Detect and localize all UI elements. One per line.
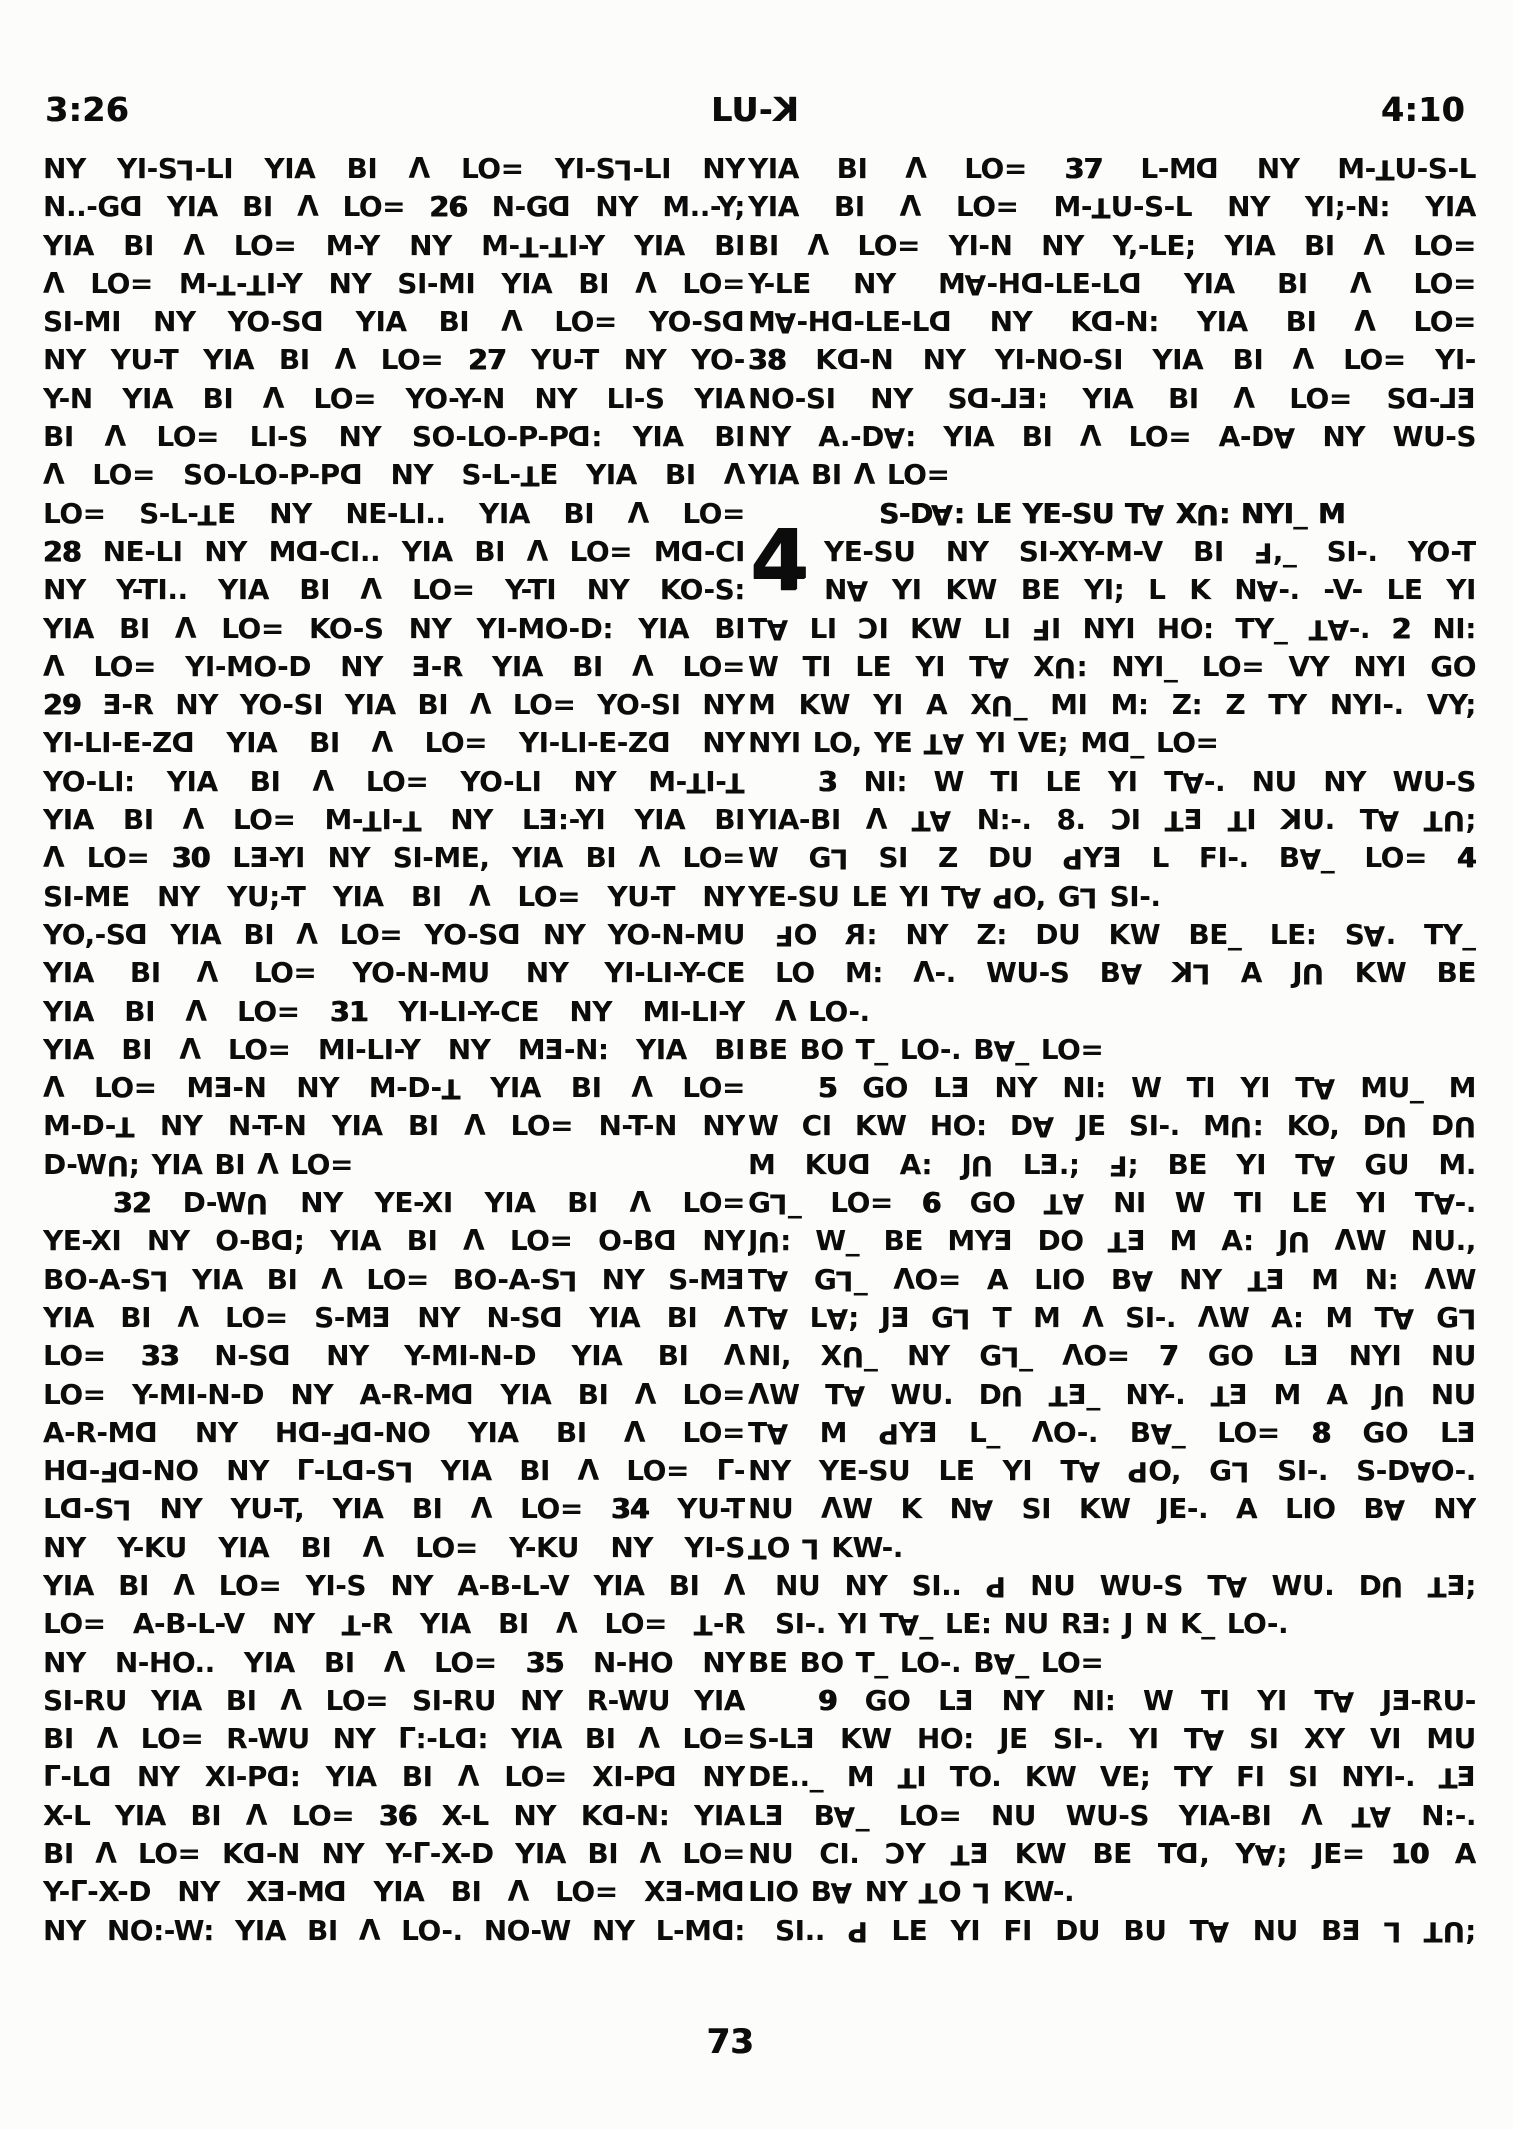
verse-number: 5 <box>818 1071 837 1105</box>
text-line: BE BO T_ LO-. BA_ LO= <box>748 1645 1104 1680</box>
verse-number: 6 <box>921 1186 941 1220</box>
text-line: SI-. YI TA_ LE: NU RE: J N K_ LO-. <box>775 1607 1289 1642</box>
text-line: YIA BI Λ LO= M-TU-S-L NY YI;-N: YIA <box>748 190 1476 225</box>
verse-number: 28 <box>43 534 81 568</box>
verse-number: 10 <box>1390 1837 1429 1871</box>
text-line: LD-SL NY YU-T, YIA BI Λ LO= 34 YU-T <box>43 1492 745 1527</box>
text-line: NYI LO, YE TA YI VE; MD_ LO= <box>748 726 1219 761</box>
verse-number: 27 <box>468 343 507 377</box>
verse-number: 36 <box>378 1798 417 1832</box>
text-line: NY Y-KU YIA BI Λ LO= Y-KU NY YI-S <box>43 1530 745 1564</box>
text-line: NO-SI NY SD-LE: YIA BI Λ LO= SD-LE <box>748 381 1476 415</box>
text-line: TA M PYE L_ ΛO-. BA_ LO= 8 GO LE <box>748 1415 1476 1451</box>
verse-number: 7 <box>1159 1339 1179 1373</box>
text-line: 32 D-WU NY YE-XI YIA BI Λ LO= <box>113 1186 745 1221</box>
text-line: LO= Y-MI-N-D NY A-R-MD YIA BI Λ LO= <box>43 1377 745 1411</box>
text-line: NY YE-SU LE YI TA PO, GL SI-. S-DAO-. <box>748 1454 1476 1489</box>
verse-number: 4 <box>1457 841 1476 875</box>
text-line: YI-LI-E-ZD YIA BI Λ LO= YI-LI-E-ZD NY <box>43 726 745 760</box>
text-line: NY N-HO.. YIA BI Λ LO= 35 N-HO NY <box>43 1644 745 1682</box>
verse-number: 30 <box>171 841 210 875</box>
text-line: S-LE KW HO: JE SI-. YI TA SI XY VI MU <box>748 1722 1476 1757</box>
text-line: YIA BI Λ LO= MI-LI-Y NY ME-N: YIA BI <box>43 1032 745 1066</box>
text-line: LO= A-B-L-V NY T-R YIA BI Λ LO= T-R <box>43 1607 745 1642</box>
text-line: SI-RU YIA BI Λ LO= SI-RU NY R-WU YIA <box>43 1683 745 1717</box>
text-line: Λ LO= SO-LO-P-PD NY S-L-TE YIA BI Λ <box>43 458 745 493</box>
text-line: YE-XI NY O-BD; YIA BI Λ LO= O-BD NY <box>43 1224 745 1258</box>
text-line: NY Y-TI.. YIA BI Λ LO= Y-TI NY KO-S: <box>43 573 745 607</box>
text-line: NU CI. CY TE KW BE TD, YA; JE= 10 A <box>748 1837 1476 1872</box>
text-line: ΛW TA WU. DU TE_ NY-. TE M A JU NU <box>748 1377 1476 1412</box>
text-line: N..-GD YIA BI Λ LO= 26 N-GD NY M..-Y; <box>43 188 745 226</box>
text-line: YIA BI Λ LO= YO-N-MU NY YI-LI-Y-CE <box>43 956 745 990</box>
text-line: Λ LO= ME-N NY M-D-T YIA BI Λ LO= <box>43 1071 745 1106</box>
left-text-column <box>43 150 745 1950</box>
verse-number: 38 <box>748 343 786 377</box>
text-line: LE BA_ LO= NU WU-S YIA-BI Λ TA N:-. <box>748 1798 1476 1834</box>
verse-number: 33 <box>140 1339 179 1373</box>
text-line: BI Λ LO= KD-N NY Y-Γ-X-D YIA BI Λ LO= <box>43 1837 745 1871</box>
verse-number: 34 <box>611 1492 650 1526</box>
chapter-number-dropcap: 4 <box>750 511 809 609</box>
text-line: 3 NI: W TI LE YI TA-. NU NY WU-S <box>818 764 1476 800</box>
text-line: HD-FD-NO NY Γ-LD-SL YIA BI Λ LO= Γ- <box>43 1454 745 1489</box>
text-line: YE-SU NY SI-XY-M-V BI F,_ SI-. YO-T <box>824 534 1476 570</box>
text-line: X-L YIA BI Λ LO= 36 X-L NY KD-N: YIA <box>43 1797 745 1835</box>
text-line: D-WU; YIA BI Λ LO= <box>43 1147 353 1183</box>
text-line: BI Λ LO= LI-S NY SO-LO-P-PD: YIA BI <box>43 420 745 454</box>
running-header <box>45 90 1465 129</box>
right-column-lines <box>748 150 1476 1950</box>
text-line: YIA BI Λ LO= 31 YI-LI-Y-CE NY MI-LI-Y <box>43 993 745 1031</box>
text-line: NU ΛW K NA SI KW JE-. A LIO BA NY <box>748 1492 1476 1527</box>
text-line: M KUD A: JU LE.; F; BE YI TA GU M. <box>748 1147 1476 1183</box>
text-line: SI.. P LE YI FI DU BU TA NU BE L TU; <box>775 1913 1476 1948</box>
text-line: YIA BI Λ LO= M-TI-T NY LE:-YI YIA BI <box>43 803 745 838</box>
text-line: BE BO T_ LO-. BA_ LO= <box>748 1032 1104 1068</box>
verse-number: 37 <box>1064 152 1103 185</box>
page-number: 73 <box>706 2022 754 2062</box>
text-line: YIA BI Λ LO= S-ME NY N-SD YIA BI Λ <box>43 1300 745 1334</box>
text-line: Γ-LD NY XI-PD: YIA BI Λ LO= XI-PD NY <box>43 1760 745 1794</box>
text-line: SI-MI NY YO-SD YIA BI Λ LO= YO-SD <box>43 305 745 339</box>
text-line: 38 KD-N NY YI-NO-SI YIA BI Λ LO= YI- <box>748 341 1476 379</box>
text-line: JU: W_ BE MYE DO TE M A: JU ΛW NU., <box>748 1224 1476 1259</box>
text-line: YIA BI Λ LO= <box>748 458 950 492</box>
text-line: Λ LO= 30 LE-YI NY SI-ME, YIA BI Λ LO= <box>43 839 745 877</box>
text-line: 29 E-R NY YO-SI YIA BI Λ LO= YO-SI NY <box>43 686 745 724</box>
verse-number: 31 <box>330 994 368 1028</box>
verse-number: 29 <box>43 688 81 722</box>
text-line: Λ LO-. <box>775 994 870 1028</box>
text-line: NI, XU_ NY GL_ ΛO= 7 GO LE NYI NU <box>748 1339 1476 1374</box>
text-line: LO= S-L-TE NY NE-LI.. YIA BI Λ LO= <box>43 496 745 531</box>
text-line: YIA BI Λ LO= KO-S NY YI-MO-D: YIA BI <box>43 611 745 645</box>
text-line: YO,-SD YIA BI Λ LO= YO-SD NY YO-N-MU <box>43 917 745 951</box>
verse-number: 8 <box>1311 1415 1331 1449</box>
text-line: FO R: NY Z: DU KW BE_ LE: SA. TY_ <box>775 917 1476 953</box>
text-line: 9 GO LE NY NI: W TI YI TA JE-RU- <box>818 1683 1476 1719</box>
text-line: YO-LI: YIA BI Λ LO= YO-LI NY M-TI-T <box>43 764 745 800</box>
text-line: YIA-BI Λ TA N:-. 8. CI TE TI KU. TA TU; <box>748 803 1476 838</box>
text-line: DE.._ M TI TO. KW VE; TY FI SI NYI-. TE <box>748 1760 1476 1795</box>
text-line: LO M: Λ-. WU-S BA KL A JU KW BE <box>775 956 1476 991</box>
text-line: YIA BI Λ LO= M-Y NY M-T-TI-Y YIA BI <box>43 228 745 263</box>
text-line: LO= 33 N-SD NY Y-MI-N-D YIA BI Λ <box>43 1337 745 1375</box>
text-line: BI Λ LO= R-WU NY Γ:-LD: YIA BI Λ LO= <box>43 1722 745 1756</box>
verse-number: 26 <box>429 190 468 224</box>
verse-number: 3 <box>818 764 837 798</box>
text-line: 28 NE-LI NY MD-CI.. YIA BI Λ LO= MD-CI <box>43 533 745 571</box>
text-line: Y-LE NY MA-HD-LE-LD YIA BI Λ LO= <box>748 266 1476 302</box>
text-line: Y-N YIA BI Λ LO= YO-Y-N NY LI-S YIA <box>43 381 745 415</box>
text-line: YE-SU LE YI TA PO, GL SI-. <box>748 879 1161 914</box>
book-title: LU-K <box>711 90 799 129</box>
text-line: W TI LE YI TA XU: NYI_ LO= VY NYI GO <box>748 649 1476 685</box>
text-line: Λ LO= M-T-TI-Y NY SI-MI YIA BI Λ LO= <box>43 266 745 302</box>
text-line: M KW YI A XU_ MI M: Z: Z TY NYI-. VY; <box>748 688 1476 723</box>
text-line: Λ LO= YI-MO-D NY E-R YIA BI Λ LO= <box>43 649 745 683</box>
verse-number: 32 <box>113 1186 151 1220</box>
text-line: NU NY SI.. P NU WU-S TA WU. DU TE; <box>775 1568 1476 1604</box>
text-line: NY YU-T YIA BI Λ LO= 27 YU-T NY YO- <box>43 341 745 379</box>
text-line: BO-A-SL YIA BI Λ LO= BO-A-SL NY S-ME <box>43 1262 745 1297</box>
text-line: NY YI-SL-LI YIA BI Λ LO= YI-SL-LI NY <box>43 152 745 187</box>
text-line: A-R-MD NY HD-FD-NO YIA BI Λ LO= <box>43 1415 745 1451</box>
text-line: M-D-T NY N-T-N YIA BI Λ LO= N-T-N NY <box>43 1109 745 1144</box>
text-line: W GL SI Z DU PYE L FI-. BA_ LO= 4 <box>748 841 1476 876</box>
section-heading: S-DA: LE YE-SU TA XU: NYI_ M <box>878 496 1346 531</box>
text-line: MA-HD-LE-LD NY KD-N: YIA BI Λ LO= <box>748 305 1476 340</box>
header-right-verse-reference: 4:10 <box>1380 90 1465 129</box>
header-left-verse-reference: 3:26 <box>45 90 130 129</box>
text-line: NA YI KW BE YI; L K NA-. -V- LE YI <box>824 573 1476 608</box>
text-line: BI Λ LO= YI-N NY Y,-LE; YIA BI Λ LO= <box>748 228 1476 262</box>
text-line: TA LA; JE GL T M Λ SI-. ΛW A: M TA GL <box>748 1300 1476 1336</box>
text-line: NY A.-DA: YIA BI Λ LO= A-DA NY WU-S <box>748 420 1476 455</box>
text-line: YIA BI Λ LO= YI-S NY A-B-L-V YIA BI Λ <box>43 1568 745 1602</box>
text-line: TA LI CI KW LI FI NYI HO: TY_ TA-. 2 NI: <box>748 611 1476 646</box>
text-line: LIO BA NY TO L KW-. <box>748 1875 1075 1910</box>
text-line: 5 GO LE NY NI: W TI YI TA MU_ M <box>818 1071 1476 1106</box>
text-line: GL_ LO= 6 GO TA NI W TI LE YI TA-. <box>748 1186 1476 1221</box>
text-line: TO L KW-. <box>748 1530 903 1565</box>
verse-number: 35 <box>525 1645 564 1679</box>
text-line: TA GL_ ΛO= A LIO BA NY TE M N: ΛW <box>748 1262 1476 1297</box>
verse-number: 9 <box>818 1683 837 1717</box>
text-line: SI-ME NY YU;-T YIA BI Λ LO= YU-T NY <box>43 879 745 913</box>
verse-number: 2 <box>1391 611 1411 645</box>
text-line: NY NO:-W: YIA BI Λ LO-. NO-W NY L-MD: <box>43 1913 745 1947</box>
text-line: YIA BI Λ LO= 37 L-MD NY M-TU-S-L <box>748 152 1476 187</box>
text-line: Y-Γ-X-D NY XE-MD YIA BI Λ LO= XE-MD <box>43 1875 745 1909</box>
text-line: W CI KW HO: DA JE SI-. MU: KO, DU DU <box>748 1109 1476 1144</box>
right-text-column <box>748 150 1476 1950</box>
